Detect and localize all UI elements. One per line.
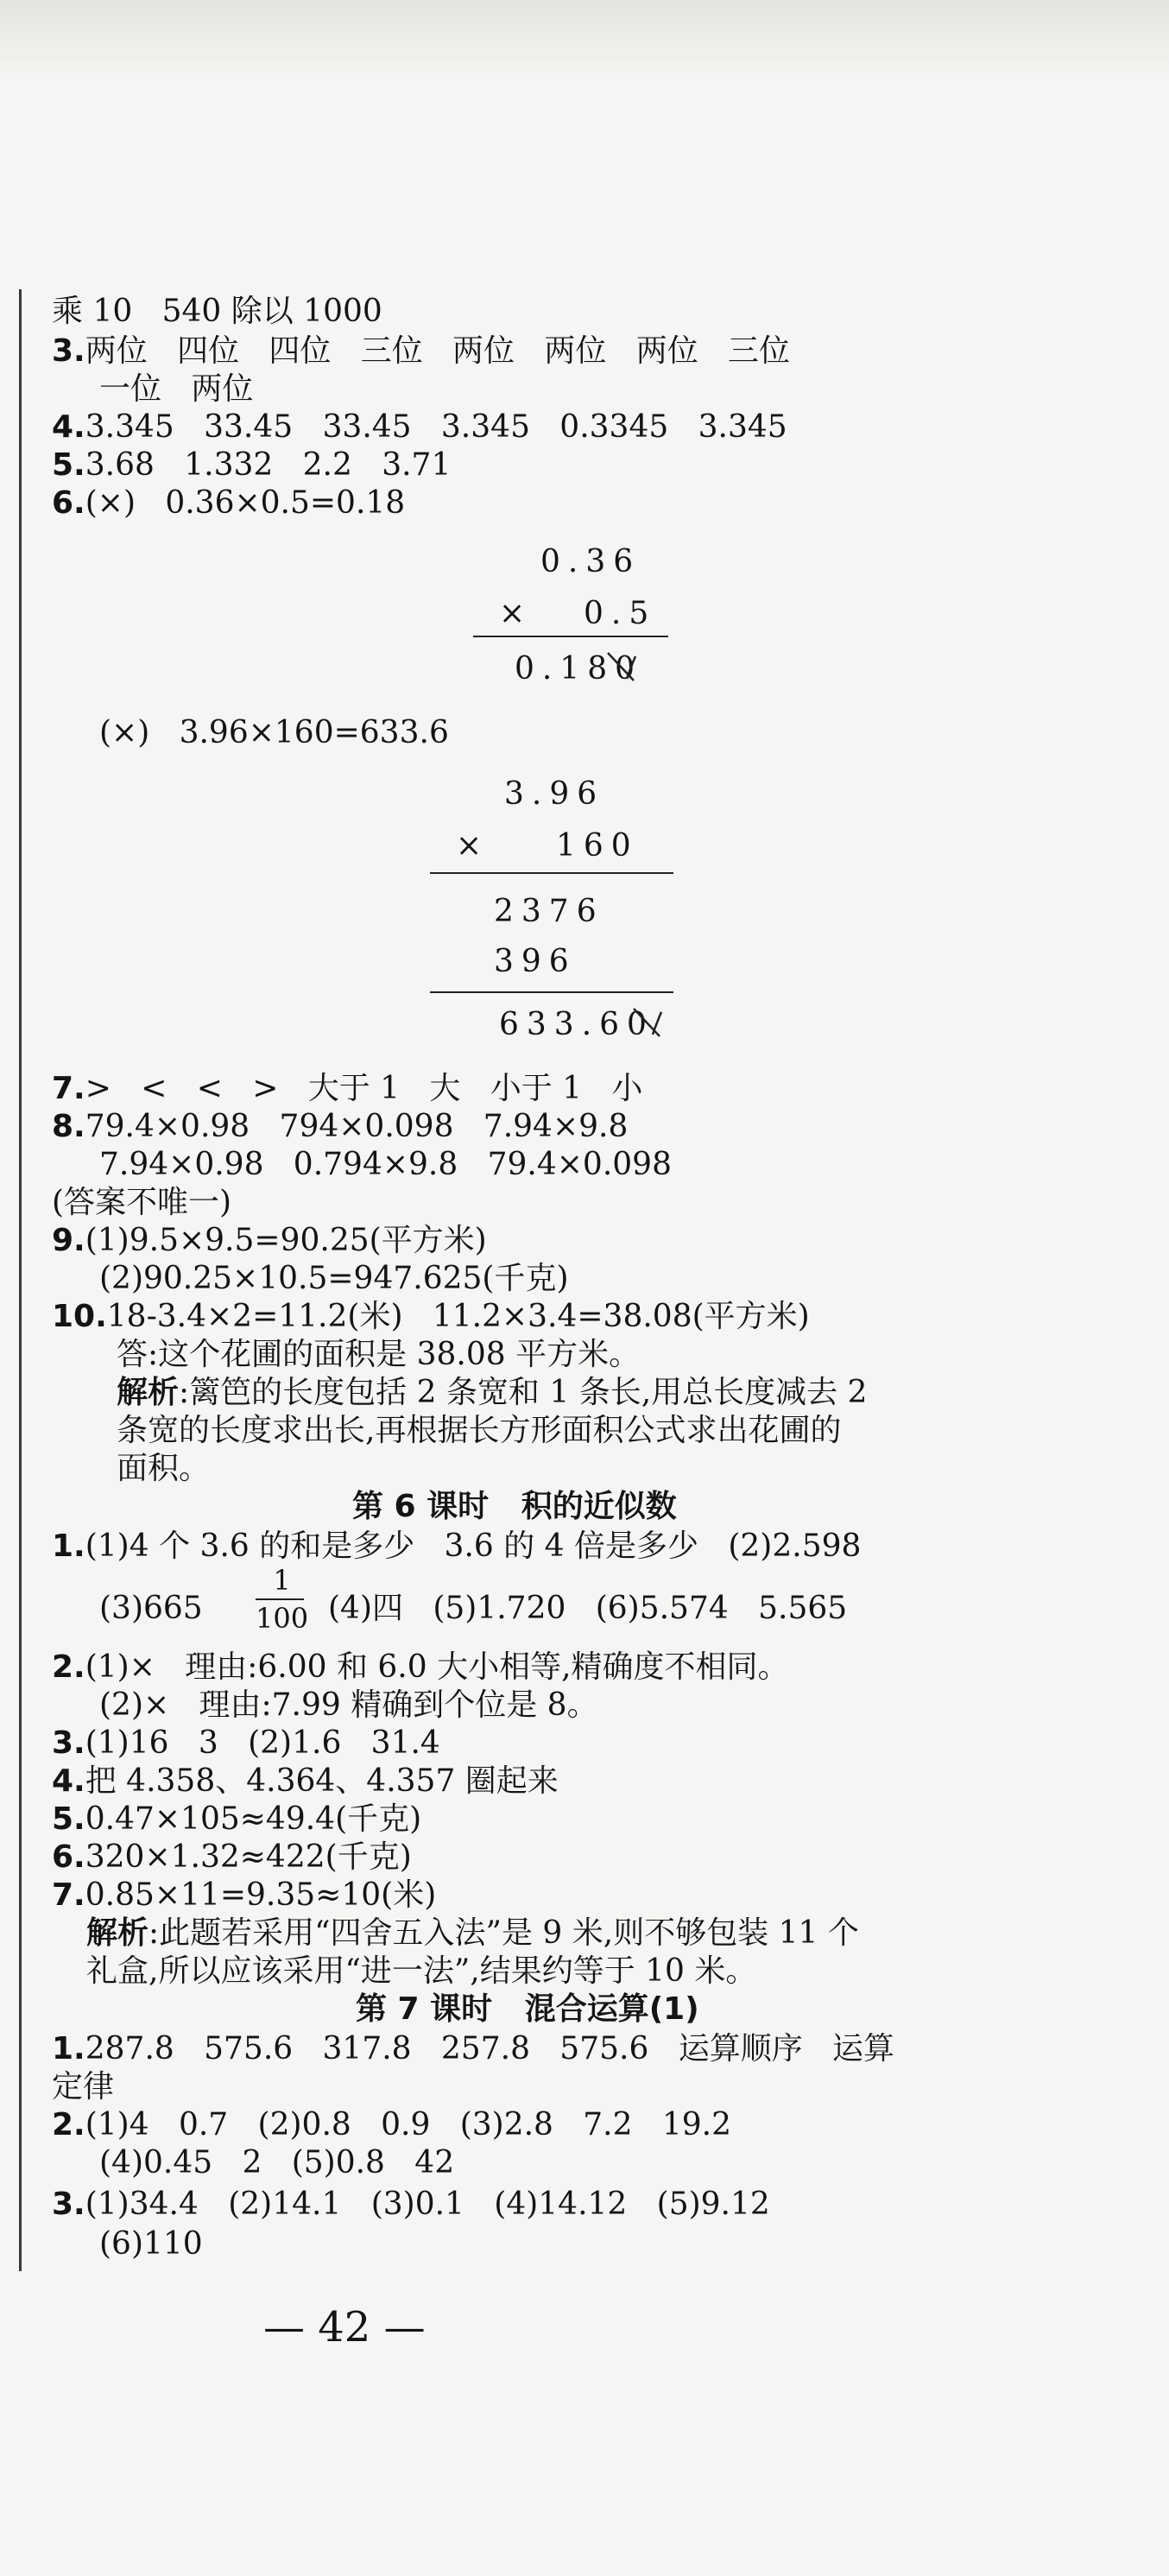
calc2-multiplicand: 3.96	[504, 776, 605, 812]
item-number: 7.	[52, 1877, 85, 1913]
item-text: (1)34.4 (2)14.1 (3)0.1 (4)14.12 (5)9.12	[85, 2187, 770, 2222]
item-text: 79.4×0.98 794×0.098 7.94×9.8	[85, 1109, 629, 1144]
item-text: 0.47×105≈49.4(千克)	[85, 1801, 422, 1837]
item-text: (1)× 理由:6.00 和 6.0 大小相等,精确度不相同。	[85, 1649, 789, 1685]
strike-mark-icon	[604, 649, 642, 684]
item-3-cont: 一位 两位	[99, 371, 254, 407]
s7-item-3-cont: (6)110	[99, 2226, 203, 2262]
s6-item-2	[52, 1648, 789, 1687]
scan-top-shade	[0, 0, 1169, 78]
item-10-answer: 答:这个花圃的面积是 38.08 平方米。	[117, 1337, 641, 1372]
item-text: > < < > 大于 1 大 小于 1 小	[85, 1071, 643, 1106]
analysis-label: 解析	[86, 1915, 149, 1951]
s6-item-5	[52, 1800, 421, 1839]
s6-item-6	[52, 1838, 412, 1877]
calc1-multiplicand: 0.36	[540, 544, 641, 579]
item-text: (1)4 0.7 (2)0.8 0.9 (3)2.8 7.2 19.2	[85, 2107, 732, 2142]
fraction-denominator: 100	[256, 1602, 309, 1635]
item-number: 8.	[52, 1109, 85, 1144]
s7-item-1-cont: 定律	[52, 2069, 115, 2104]
item-text: 3.345 33.45 33.45 3.345 0.3345 3.345	[85, 409, 787, 445]
s6-item-1	[52, 1527, 861, 1566]
s6-item-7-analysis-cont: 礼盒,所以应该采用“进一法”,结果约等于 10 米。	[86, 1953, 757, 1989]
item-8-cont: 7.94×0.98 0.794×9.8 79.4×0.098	[99, 1147, 672, 1182]
s6-item-4	[52, 1762, 559, 1801]
item-10-analysis-end: 面积。	[117, 1451, 211, 1486]
item-number: 2.	[52, 1649, 85, 1685]
analysis-text: :篱笆的长度包括 2 条宽和 1 条长,用总长度减去 2	[179, 1375, 868, 1410]
calc1-result: 0.180	[515, 651, 643, 687]
item-text: (1)16 3 (2)1.6 31.4	[85, 1725, 440, 1761]
analysis-text: :此题若采用“四舍五入法”是 9 米,则不够包装 11 个	[148, 1915, 859, 1951]
s6-item-1-cont: (3)665	[99, 1591, 203, 1626]
item-text: 3.68 1.332 2.2 3.71	[85, 447, 452, 483]
calc1-operator: ×	[499, 596, 534, 631]
calc2-multiplier: 160	[556, 828, 639, 864]
item-number: 6.	[52, 1839, 85, 1875]
item-4	[52, 408, 787, 447]
item-10-analysis	[117, 1373, 868, 1413]
item-number: 3.	[52, 1725, 85, 1761]
calc1-rule	[473, 636, 668, 637]
item-number: 10.	[52, 1299, 107, 1334]
item-6	[52, 484, 405, 523]
calc2-rule	[430, 872, 673, 874]
item-text: 两位 四位 四位 三位 两位 两位 两位 三位	[85, 333, 791, 369]
fraction-numerator: 1	[273, 1564, 291, 1597]
item-6-second: (×) 3.96×160=633.6	[99, 715, 449, 750]
s7-item-3	[52, 2185, 770, 2225]
calc2-operator: ×	[456, 828, 490, 864]
section-title-6: 第 6 课时 积的近似数	[352, 1489, 677, 1524]
item-text: 把 4.358、4.364、4.357 圈起来	[85, 1763, 559, 1799]
s7-item-1	[52, 2029, 894, 2069]
item-10-analysis-cont: 条宽的长度求出长,再根据长方形面积公式求出花圃的	[117, 1413, 842, 1448]
item-7	[52, 1069, 642, 1109]
calc2-result: 633.60	[499, 1007, 654, 1042]
item-text: 18-3.4×2=11.2(米) 11.2×3.4=38.08(平方米)	[106, 1299, 810, 1334]
item-number: 1.	[52, 2031, 85, 2066]
fraction-bar	[256, 1598, 304, 1600]
s6-item-1-cont-b: (4)四 (5)1.720 (6)5.574 5.565	[328, 1591, 848, 1626]
calc2-partial2: 396	[494, 944, 577, 979]
s6-item-7	[52, 1876, 436, 1915]
item-number: 7.	[52, 1071, 85, 1106]
s6-item-7-analysis	[86, 1914, 859, 1953]
item-number: 5.	[52, 1801, 85, 1837]
item-9-cont: (2)90.25×10.5=947.625(千克)	[99, 1261, 569, 1296]
calc1-multiplier: 0.5	[584, 596, 657, 631]
fraction	[256, 1565, 308, 1634]
s7-item-2-cont: (4)0.45 2 (5)0.8 42	[99, 2145, 455, 2180]
item-3	[52, 332, 790, 371]
item-text: 320×1.32≈422(千克)	[85, 1839, 412, 1875]
item-number: 3.	[52, 333, 85, 369]
item-number: 4.	[52, 409, 85, 445]
item-number: 9.	[52, 1223, 85, 1258]
item-9	[52, 1221, 487, 1261]
item-number: 4.	[52, 1763, 85, 1799]
item-number: 2.	[52, 2107, 85, 2142]
item-8	[52, 1107, 628, 1147]
item-5	[52, 446, 451, 485]
line-continuation: 乘 10 540 除以 1000	[52, 294, 382, 329]
item-8-note: (答案不唯一)	[52, 1185, 232, 1220]
item-text: (×) 0.36×0.5=0.18	[85, 485, 406, 521]
analysis-label: 解析	[117, 1375, 180, 1410]
s6-item-3	[52, 1724, 440, 1763]
strike-mark-icon	[630, 1005, 668, 1040]
item-10	[52, 1297, 810, 1337]
section-title-7: 第 7 课时 混合运算(1)	[356, 1991, 699, 2027]
item-number: 1.	[52, 1529, 85, 1564]
page-number: — 42 —	[263, 2303, 426, 2351]
item-number: 6.	[52, 485, 85, 521]
item-number: 5.	[52, 447, 85, 483]
item-text: 287.8 575.6 317.8 257.8 575.6 运算顺序 运算	[85, 2031, 895, 2066]
calc2-rule-2	[430, 991, 673, 993]
s6-item-2-cont: (2)× 理由:7.99 精确到个位是 8。	[99, 1687, 598, 1723]
item-text: (1)9.5×9.5=90.25(平方米)	[85, 1223, 487, 1258]
margin-rule	[19, 289, 22, 2271]
calc2-partial1: 2376	[494, 894, 604, 929]
item-text: (1)4 个 3.6 的和是多少 3.6 的 4 倍是多少 (2)2.598	[85, 1529, 862, 1564]
item-number: 3.	[52, 2187, 85, 2222]
s7-item-2	[52, 2105, 731, 2145]
item-text: 0.85×11=9.35≈10(米)	[85, 1877, 437, 1913]
